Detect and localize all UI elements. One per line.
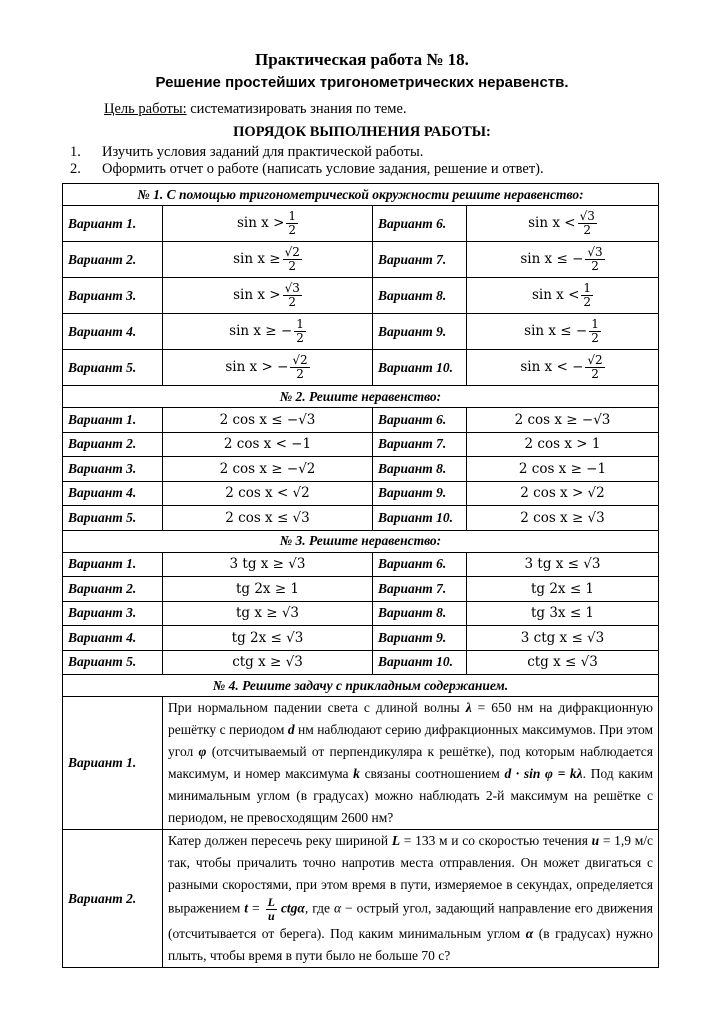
- section1-variant-10-label: Вариант 10.: [373, 350, 467, 386]
- section3-variant-8-inequality: tg 3x ≤ 1: [467, 601, 659, 626]
- fraction-denominator: 2: [583, 295, 592, 309]
- section2-rows: [63, 408, 659, 531]
- section4-variant-2-problem: Катер должен пересечь реку шириной L = 133 м и со скоростью течения u = 1,9 м/с так, чтобы причалить точно напротив места отправления. Он может двигаться с разными скоростями, при этом время в пути, измеряемое в секундах, определяется выражением t = $\frac{L}{u}$ ctgα, где α − острый угол, задающий направление его движения (отсчитывается от берега). Под каким минимальным углом α (в градусах) нужно плыть, чтобы время в пути было не больше 70 с?: [163, 830, 659, 968]
- fraction-denominator: 2: [288, 295, 297, 309]
- page-title: Практическая работа № 18.: [255, 50, 469, 69]
- section2-variant-10-inequality: 2 cos x ≥ √3: [467, 506, 659, 531]
- fraction-denominator: 2: [296, 331, 304, 345]
- section1-variant-7-label: Вариант 7.: [373, 242, 467, 278]
- section4-variant-1-problem: При нормальном падении света с длиной волны λ = 650 нм на дифракционную решётку с периодом d нм наблюдают серию дифракционных максимумов. При этом угол φ (отсчитываемый от перпендикуляра к решётке), под которым наблюдается максимум, и номер максимума k связаны соотношением d · sin φ = kλ. Под каким минимальным углом (в градусах) можно наблюдать 2-й максимум на решётке с периодом, не превосходящим 2600 нм?: [163, 697, 659, 830]
- fraction-numerator: √2: [587, 353, 603, 367]
- fraction-numerator: √3: [579, 209, 595, 223]
- inequality-lhs: sin x ≤ −: [520, 251, 584, 267]
- fraction-numerator: √3: [587, 245, 603, 259]
- section3-variant-8-label: Вариант 8.: [373, 601, 467, 626]
- fraction-numerator: √2: [292, 353, 308, 367]
- fraction: [294, 318, 306, 345]
- fraction: [283, 282, 302, 309]
- section3-variant-9-label: Вариант 9.: [373, 626, 467, 651]
- fraction-numerator: 1: [288, 209, 297, 223]
- section1-variant-2-inequality: [163, 242, 373, 278]
- page-subtitle: Решение простейших тригонометрических неравенств.: [155, 74, 569, 91]
- section1-variant-4-inequality: [163, 314, 373, 350]
- section1-rows: [63, 206, 659, 386]
- section1-variant-8-label: Вариант 8.: [373, 278, 467, 314]
- section2-variant-2-inequality: 2 cos x < −1: [163, 432, 373, 457]
- fraction-denominator: 2: [583, 223, 592, 237]
- section1-variant-4-label: Вариант 4.: [63, 314, 163, 350]
- step-2: 2. Оформить отчет о работе (написать условие задания, решение и ответ).: [70, 161, 544, 177]
- fraction: [581, 282, 593, 309]
- section1-variant-3-inequality: [163, 278, 373, 314]
- section1-variant-9-label: Вариант 9.: [373, 314, 467, 350]
- fraction: [286, 210, 298, 237]
- section2-variant-4-inequality: 2 cos x < √2: [163, 481, 373, 506]
- fraction: [290, 354, 309, 381]
- section2-variant-10-label: Вариант 10.: [373, 506, 467, 531]
- section3-variant-10-inequality: ctg x ≤ √3: [467, 650, 659, 675]
- section2-variant-6-inequality: 2 cos x ≥ −√3: [467, 408, 659, 433]
- section2-variant-6-label: Вариант 6.: [373, 408, 467, 433]
- goal-label: Цель работы:: [104, 101, 187, 117]
- goal-line: [104, 101, 407, 118]
- section1-header: № 1. С помощью тригонометрической окружности решите неравенство:: [63, 184, 659, 206]
- section3-header: № 3. Решите неравенство:: [63, 530, 659, 552]
- fraction-numerator: 1: [591, 317, 599, 331]
- section1-variant-10-inequality: [467, 350, 659, 386]
- fraction-numerator: 1: [296, 317, 304, 331]
- section2-variant-5-inequality: 2 cos x ≤ √3: [163, 506, 373, 531]
- section2-variant-8-label: Вариант 8.: [373, 457, 467, 482]
- section3-variant-10-label: Вариант 10.: [373, 650, 467, 675]
- fraction-numerator: √2: [284, 245, 300, 259]
- section2-variant-3-label: Вариант 3.: [63, 457, 163, 482]
- fraction-numerator: 1: [583, 281, 592, 295]
- section3-variant-4-inequality: tg 2x ≤ √3: [163, 626, 373, 651]
- section1-variant-6-inequality: [467, 206, 659, 242]
- section3-variant-1-label: Вариант 1.: [63, 552, 163, 577]
- section2-variant-3-inequality: 2 cos x ≥ −√2: [163, 457, 373, 482]
- section4-variant-1-label: Вариант 1.: [63, 697, 163, 830]
- section2-variant-9-inequality: 2 cos x > √2: [467, 481, 659, 506]
- inequality-lhs: sin x ≥ −: [229, 323, 293, 339]
- order-title: ПОРЯДОК ВЫПОЛНЕНИЯ РАБОТЫ:: [233, 124, 491, 140]
- inequality-lhs: sin x <: [528, 215, 576, 231]
- fraction-denominator: 2: [591, 367, 599, 381]
- section3-variant-3-inequality: tg x ≥ √3: [163, 601, 373, 626]
- section3-variant-9-inequality: 3 ctg x ≤ √3: [467, 626, 659, 651]
- fraction-denominator: 2: [591, 331, 599, 345]
- section2-variant-1-label: Вариант 1.: [63, 408, 163, 433]
- section1-variant-5-label: Вариант 5.: [63, 350, 163, 386]
- section2-header: № 2. Решите неравенство:: [63, 386, 659, 408]
- section2-variant-2-label: Вариант 2.: [63, 432, 163, 457]
- section2-variant-8-inequality: 2 cos x ≥ −1: [467, 457, 659, 482]
- goal-text: систематизировать знания по теме.: [186, 101, 407, 117]
- inequality-lhs: sin x >: [236, 215, 285, 231]
- fraction: [283, 246, 302, 273]
- section1-variant-2-label: Вариант 2.: [63, 242, 163, 278]
- section2-variant-1-inequality: 2 cos x ≤ −√3: [163, 408, 373, 433]
- inequality-lhs: sin x ≤ −: [524, 323, 588, 339]
- tasks-table: [62, 183, 659, 968]
- section3-variant-7-inequality: tg 2x ≤ 1: [467, 577, 659, 602]
- fraction-denominator: 2: [296, 367, 304, 381]
- section3-rows: [63, 552, 659, 675]
- section3-variant-6-inequality: 3 tg x ≤ √3: [467, 552, 659, 577]
- step-1: 1. Изучить условия заданий для практической работы.: [70, 144, 424, 160]
- section2-variant-4-label: Вариант 4.: [63, 481, 163, 506]
- section2-variant-5-label: Вариант 5.: [63, 506, 163, 531]
- section3-variant-7-label: Вариант 7.: [373, 577, 467, 602]
- section4-variant-2-label: Вариант 2.: [63, 830, 163, 968]
- inequality-lhs: sin x > −: [225, 359, 289, 375]
- fraction-numerator: √3: [284, 281, 300, 295]
- section1-variant-1-inequality: [163, 206, 373, 242]
- section3-variant-5-label: Вариант 5.: [63, 650, 163, 675]
- section2-variant-9-label: Вариант 9.: [373, 481, 467, 506]
- fraction: [589, 318, 601, 345]
- section3-variant-1-inequality: 3 tg x ≥ √3: [163, 552, 373, 577]
- section1-variant-7-inequality: [467, 242, 659, 278]
- section1-variant-3-label: Вариант 3.: [63, 278, 163, 314]
- fraction: [578, 210, 597, 237]
- fraction: [585, 354, 604, 381]
- section1-variant-1-label: Вариант 1.: [63, 206, 163, 242]
- inequality-lhs: sin x ≥: [233, 251, 281, 267]
- section3-variant-3-label: Вариант 3.: [63, 601, 163, 626]
- fraction-denominator: 2: [288, 223, 297, 237]
- inequality-lhs: sin x <: [531, 287, 580, 303]
- inequality-lhs: sin x >: [233, 287, 281, 303]
- section3-variant-2-label: Вариант 2.: [63, 577, 163, 602]
- section3-variant-6-label: Вариант 6.: [373, 552, 467, 577]
- section2-variant-7-label: Вариант 7.: [373, 432, 467, 457]
- fraction-denominator: 2: [288, 259, 297, 273]
- section1-variant-6-label: Вариант 6.: [373, 206, 467, 242]
- section1-variant-8-inequality: [467, 278, 659, 314]
- section3-variant-4-label: Вариант 4.: [63, 626, 163, 651]
- fraction-denominator: 2: [591, 259, 599, 273]
- fraction-l-over-u: $\frac{L}{u}$: [267, 895, 275, 923]
- section3-variant-5-inequality: ctg x ≥ √3: [163, 650, 373, 675]
- section1-variant-9-inequality: [467, 314, 659, 350]
- inequality-lhs: sin x < −: [520, 359, 584, 375]
- fraction: [585, 246, 604, 273]
- section1-variant-5-inequality: [163, 350, 373, 386]
- section4-header: № 4. Решите задачу с прикладным содержанием.: [63, 675, 659, 697]
- section2-variant-7-inequality: 2 cos x > 1: [467, 432, 659, 457]
- section3-variant-2-inequality: tg 2x ≥ 1: [163, 577, 373, 602]
